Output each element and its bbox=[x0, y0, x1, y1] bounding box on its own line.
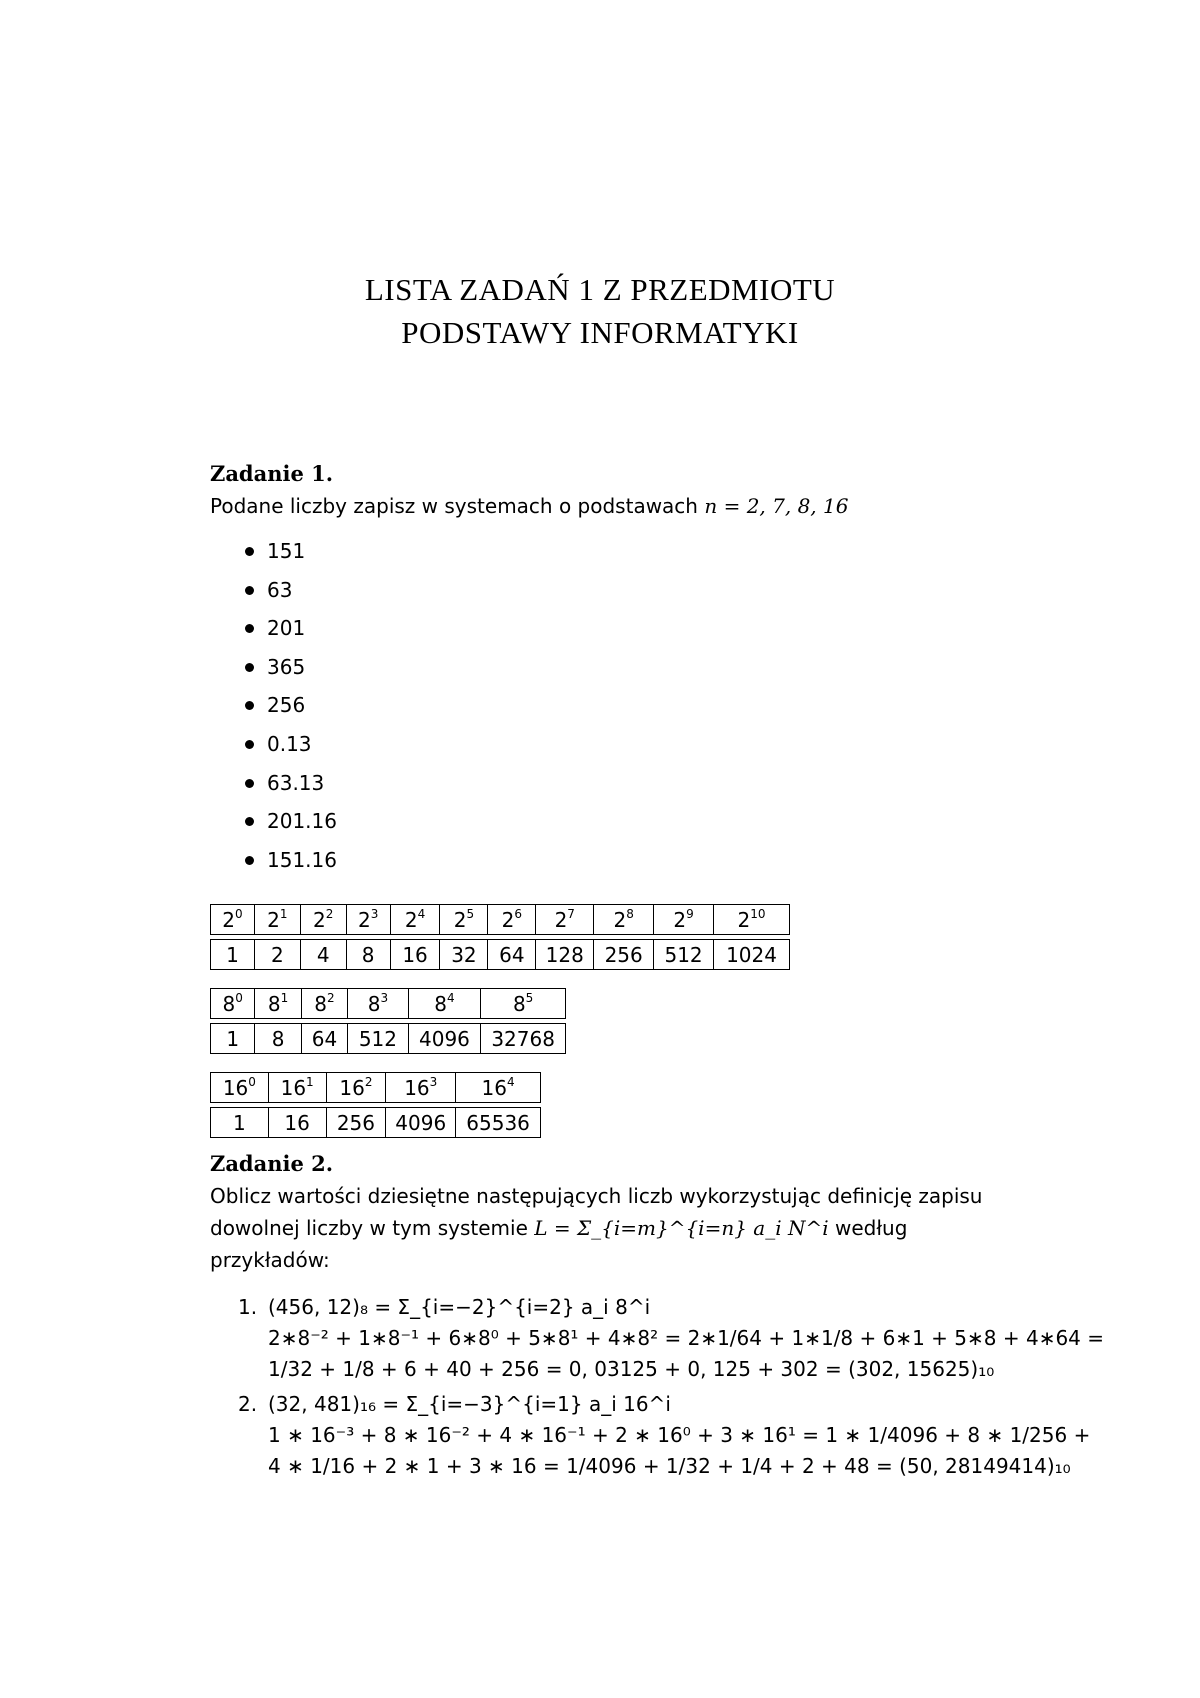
example-number: 2. bbox=[238, 1392, 258, 1416]
task-2-heading: Zadanie 2. bbox=[210, 1151, 334, 1176]
power-value-cell: 32768 bbox=[481, 1024, 566, 1054]
title-line-1: LISTA ZADAŃ 1 Z PRZEDMIOTU bbox=[364, 272, 836, 307]
exponent-row bbox=[211, 989, 566, 1019]
power-value-cell: 8 bbox=[346, 940, 390, 970]
document-title bbox=[0, 268, 1200, 354]
example-line: (32, 481)₁₆ = Σ_{i=−3}^{i=1} a_i 16^i bbox=[268, 1392, 671, 1416]
list-item-value: 151 bbox=[267, 539, 306, 563]
power-value-cell: 1024 bbox=[714, 940, 790, 970]
power-value-cell: 16 bbox=[268, 1108, 326, 1138]
bullet-icon bbox=[245, 856, 254, 865]
title-line-2: PODSTAWY INFORMATYKI bbox=[401, 315, 799, 350]
example-line: 4 ∗ 1/16 + 2 ∗ 1 + 3 ∗ 16 = 1/4096 + 1/32 + 1/4 + 2 + 48 = (50, 28149414)₁₀ bbox=[268, 1454, 1071, 1478]
bullet-icon bbox=[245, 586, 254, 595]
power-header-cell: $2^9$ bbox=[654, 905, 714, 935]
power-header-cell: $2^6$ bbox=[488, 905, 536, 935]
list-item bbox=[245, 686, 1010, 725]
power-value-cell: 16 bbox=[390, 940, 440, 970]
power-value-cell: 256 bbox=[594, 940, 654, 970]
power-header-cell: $2^1$ bbox=[254, 905, 300, 935]
bullet-icon bbox=[245, 817, 254, 826]
power-value-cell: 4 bbox=[300, 940, 346, 970]
bullet-icon bbox=[245, 701, 254, 710]
list-item-value: 201 bbox=[267, 616, 306, 641]
power-header-cell: $8^5$ bbox=[481, 989, 566, 1019]
list-item-value: 256 bbox=[267, 693, 306, 718]
power-header-cell: $2^8$ bbox=[594, 905, 654, 935]
exponent-row bbox=[211, 1073, 541, 1103]
example-line: 2∗8⁻² + 1∗8⁻¹ + 6∗8⁰ + 5∗8¹ + 4∗8² = 2∗1/64 + 1∗1/8 + 6∗1 + 5∗8 + 4∗64 = bbox=[268, 1326, 1105, 1350]
power-value-cell: 512 bbox=[654, 940, 714, 970]
power-header-cell: $8^1$ bbox=[255, 989, 301, 1019]
power-header-cell: $2^2$ bbox=[300, 905, 346, 935]
power-value-cell: 2 bbox=[254, 940, 300, 970]
task-1-intro-math: n = 2, 7, 8, 16 bbox=[704, 494, 849, 518]
power-header-cell: $2^7$ bbox=[536, 905, 594, 935]
power-value-cell: 512 bbox=[348, 1024, 409, 1054]
list-item-value: 365 bbox=[267, 654, 306, 679]
list-item-value: 63 bbox=[267, 577, 293, 602]
list-item-value: 63.13 bbox=[267, 770, 325, 795]
task-2-examples-list bbox=[210, 1292, 1105, 1482]
power-header-cell: $16^3$ bbox=[386, 1073, 456, 1103]
power-header-cell: $8^4$ bbox=[408, 989, 481, 1019]
positional-notation-formula: L = Σ_{i=m}^{i=n} a_i N^i bbox=[534, 1216, 829, 1240]
power-header-cell: $2^{10}$ bbox=[714, 905, 790, 935]
task-1-heading: Zadanie 1. bbox=[210, 461, 334, 486]
task-2-description-line-1: Oblicz wartości dziesiętne następujących liczb wykorzystując definicję zapisu bbox=[210, 1184, 983, 1208]
bullet-icon bbox=[245, 663, 254, 672]
power-value-cell: 32 bbox=[440, 940, 488, 970]
list-item bbox=[245, 609, 1010, 648]
list-item bbox=[245, 571, 1010, 610]
bullet-icon bbox=[245, 779, 254, 788]
power-header-cell: $2^5$ bbox=[440, 905, 488, 935]
task-1-section bbox=[210, 458, 1010, 879]
power-header-cell: $16^4$ bbox=[456, 1073, 541, 1103]
powers-of-16-table bbox=[210, 1072, 541, 1138]
example-item bbox=[238, 1292, 1105, 1385]
value-row bbox=[211, 1108, 541, 1138]
example-line: 1/32 + 1/8 + 6 + 40 + 256 = 0, 03125 + 0, 125 + 302 = (302, 15625)₁₀ bbox=[268, 1357, 995, 1381]
power-value-cell: 4096 bbox=[408, 1024, 481, 1054]
power-value-cell: 4096 bbox=[386, 1108, 456, 1138]
task-2-section bbox=[210, 1148, 1105, 1486]
power-header-cell: $8^2$ bbox=[301, 989, 347, 1019]
power-header-cell: $8^3$ bbox=[348, 989, 409, 1019]
powers-of-2-table bbox=[210, 904, 790, 970]
list-item bbox=[245, 764, 1010, 803]
task-2-description-pre: dowolnej liczby w tym systemie bbox=[210, 1216, 528, 1240]
example-line: 1 ∗ 16⁻³ + 8 ∗ 16⁻² + 4 ∗ 16⁻¹ + 2 ∗ 16⁰ + 3 ∗ 16¹ = 1 ∗ 1/4096 + 8 ∗ 1/256 + bbox=[268, 1423, 1091, 1447]
power-value-cell: 256 bbox=[326, 1108, 386, 1138]
list-item bbox=[245, 725, 1010, 764]
power-header-cell: $16^0$ bbox=[211, 1073, 269, 1103]
task-2-description-line-2 bbox=[210, 1212, 1010, 1276]
power-header-cell: $2^4$ bbox=[390, 905, 440, 935]
task-1-number-list bbox=[210, 532, 1010, 879]
list-item bbox=[245, 648, 1010, 687]
task-1-intro bbox=[210, 490, 1010, 522]
list-item bbox=[245, 841, 1010, 880]
power-value-cell: 64 bbox=[488, 940, 536, 970]
power-header-cell: $8^0$ bbox=[211, 989, 255, 1019]
bullet-icon bbox=[245, 547, 254, 556]
bullet-icon bbox=[245, 740, 254, 749]
task-2-description-post: według przykładów: bbox=[210, 1216, 908, 1272]
power-value-cell: 8 bbox=[255, 1024, 301, 1054]
example-line: (456, 12)₈ = Σ_{i=−2}^{i=2} a_i 8^i bbox=[268, 1295, 651, 1319]
power-value-cell: 1 bbox=[211, 1108, 269, 1138]
power-value-cell: 65536 bbox=[456, 1108, 541, 1138]
power-value-cell: 1 bbox=[211, 940, 255, 970]
list-item bbox=[245, 802, 1010, 841]
bullet-icon bbox=[245, 624, 254, 633]
powers-of-8-table bbox=[210, 988, 566, 1054]
value-row bbox=[211, 940, 790, 970]
exponent-row bbox=[211, 905, 790, 935]
value-row bbox=[211, 1024, 566, 1054]
power-value-cell: 64 bbox=[301, 1024, 347, 1054]
power-header-cell: $2^3$ bbox=[346, 905, 390, 935]
power-header-cell: $2^0$ bbox=[211, 905, 255, 935]
list-item-value: 201.16 bbox=[267, 809, 337, 834]
power-header-cell: $16^2$ bbox=[326, 1073, 386, 1103]
power-header-cell: $16^1$ bbox=[268, 1073, 326, 1103]
list-item-value: 151.16 bbox=[267, 847, 337, 872]
example-item bbox=[238, 1389, 1091, 1482]
task-1-intro-text: Podane liczby zapisz w systemach o podstawach bbox=[210, 494, 698, 518]
power-value-cell: 128 bbox=[536, 940, 594, 970]
list-item-value: 0.13 bbox=[267, 731, 312, 756]
example-number: 1. bbox=[238, 1295, 258, 1319]
list-item bbox=[245, 532, 1010, 571]
power-value-cell: 1 bbox=[211, 1024, 255, 1054]
